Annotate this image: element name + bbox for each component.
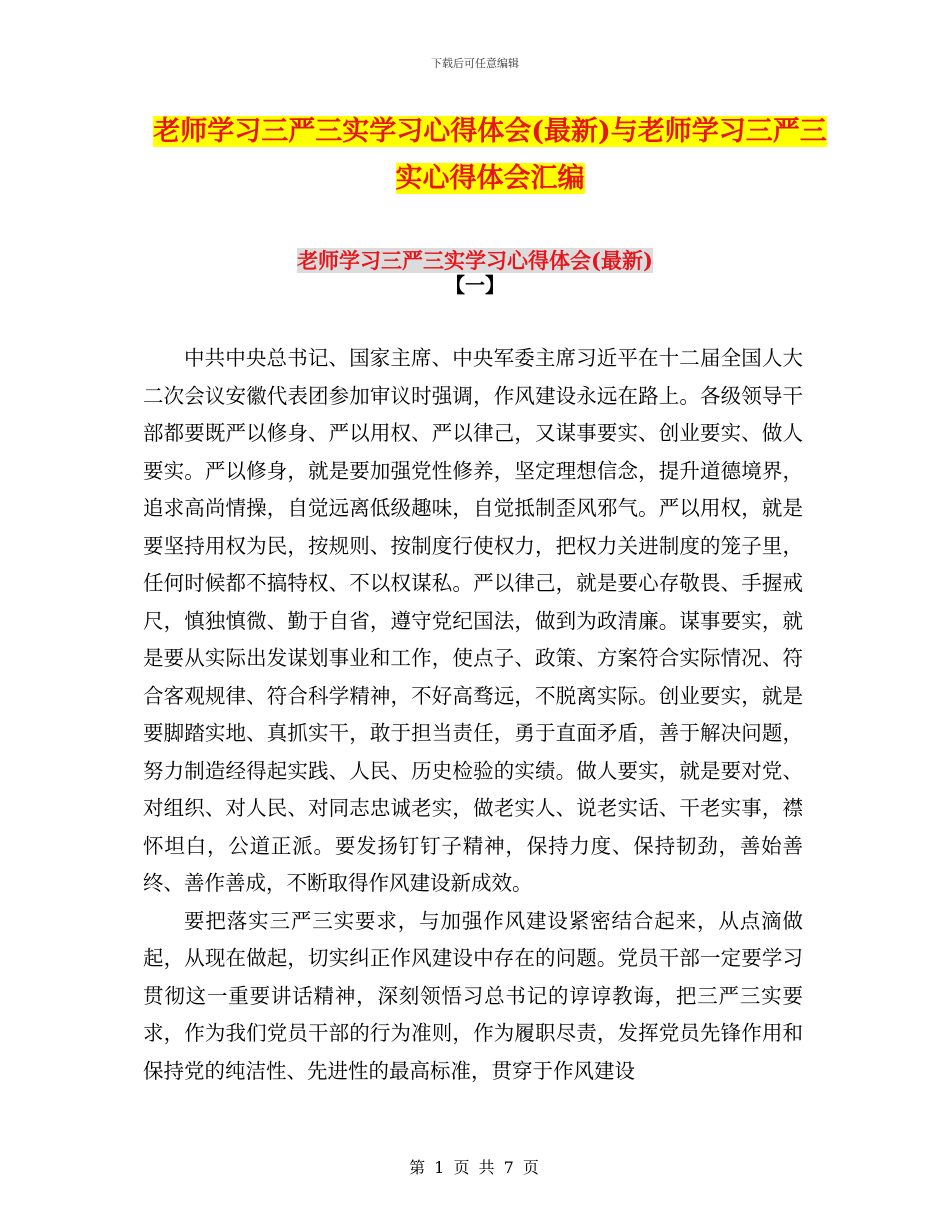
page-footer: 第 1 页 共 7 页 bbox=[409, 1158, 541, 1177]
header-note: 下载后可任意编辑 bbox=[431, 57, 519, 70]
document-title bbox=[150, 108, 830, 202]
section-number: 【一】 bbox=[445, 273, 505, 297]
paragraph: 要把落实三严三实要求，与加强作风建设紧密结合起来，从点滴做起，从现在做起，切实纠正作风建设中存在的问题。党员干部一定要学习贯彻这一重要讲话精神，深刻领悟习总书记的谆谆教诲，把三严三实要求，作为我们党员干部的行为准则，作为履职尽责，发挥党员先锋作用和保持党的纯洁性、先进性的最高标准，贯穿于作风建设 bbox=[143, 908, 803, 1083]
section-title-text: 老师学习三严三实学习心得体会(最新) bbox=[297, 248, 653, 273]
paragraph: 中共中央总书记、国家主席、中央军委主席习近平在十二届全国人大二次会议安徽代表团参加审议时强调，作风建设永远在路上。各级领导干部都要既严以修身、严以用权、严以律己，又谋事要实、创业要实、做人要实。严以修身，就是要加强党性修养，坚定理想信念，提升道德境界，追求高尚情操，自觉远离低级趣味，自觉抵制歪风邪气。严以用权，就是要坚持用权为民，按规则、按制度行使权力，把权力关进制度的笼子里，任何时候都不搞特权、不以权谋私。严以律己，就是要心存敬畏、手握戒尺，慎独慎微、勤于自省，遵守党纪国法，做到为政清廉。谋事要实，就是要从实际出发谋划事业和工作，使点子、政策、方案符合实际情况、符合客观规律、符合科学精神，不好高骛远，不脱离实际。创业要实，就是要脚踏实地、真抓实干，敢于担当责任，勇于直面矛盾，善于解决问题，努力制造经得起实践、人民、历史检验的实绩。做人要实，就是要对党、对组织、对人民、对同志忠诚老实，做老实人、说老实话、干老实事，襟怀坦白，公道正派。要发扬钉钉子精神，保持力度、保持韧劲，善始善终、善作善成，不断取得作风建设新成效。 bbox=[143, 346, 803, 895]
document-title-text: 老师学习三严三实学习心得体会(最新)与老师学习三严三实心得体会汇编 bbox=[153, 116, 827, 194]
body-text bbox=[143, 340, 803, 1090]
